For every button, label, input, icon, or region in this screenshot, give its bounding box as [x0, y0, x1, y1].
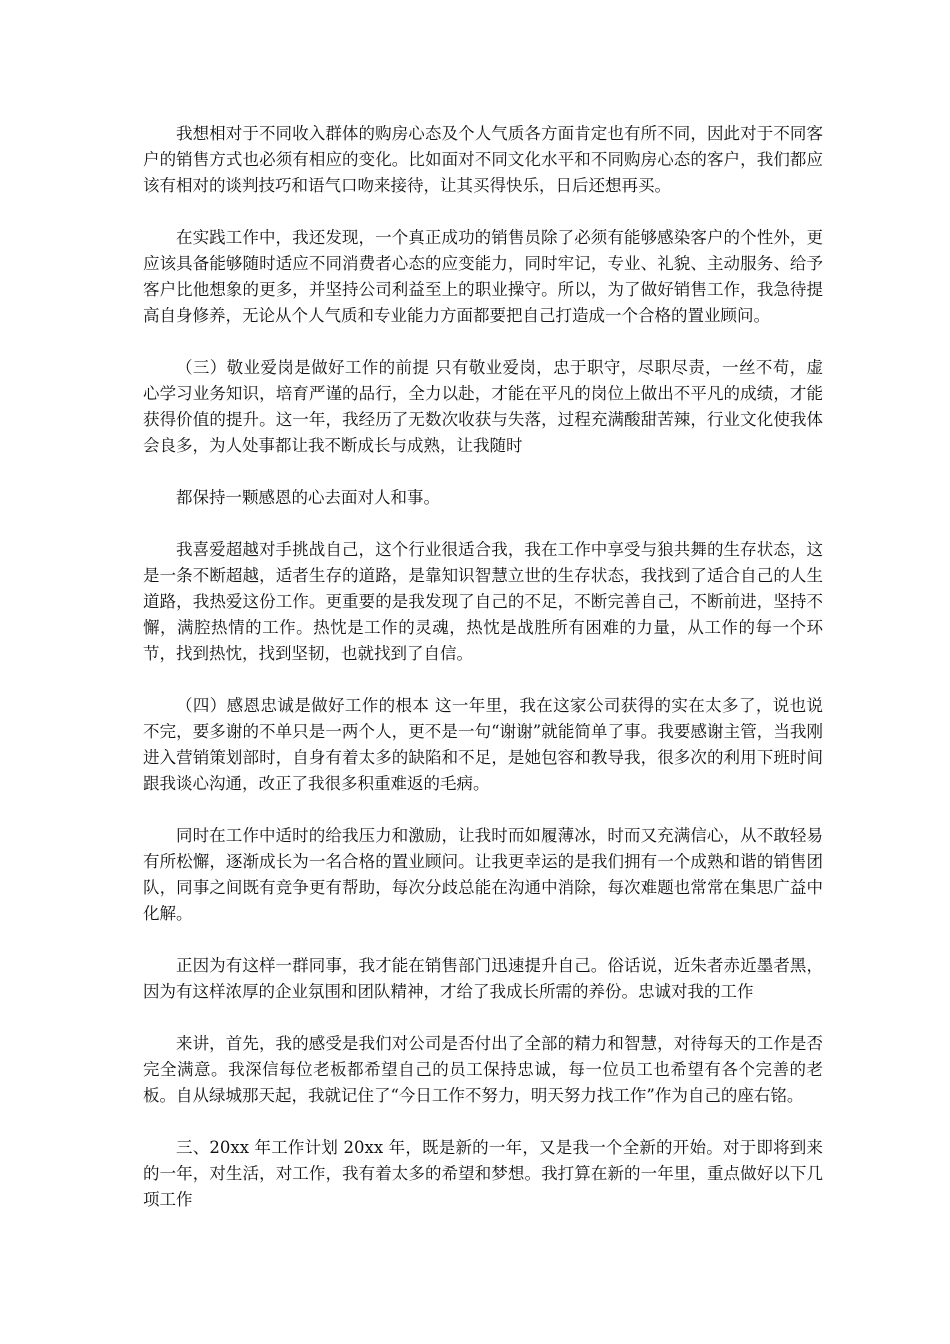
paragraph: 正因为有这样一群同事，我才能在销售部门迅速提升自己。俗话说，近朱者赤近墨者黑，因为有这样浓厚的企业氛围和团队精神，才给了我成长所需的养份。忠诚对我的工作	[143, 956, 823, 1001]
paragraph: 我喜爱超越对手挑战自己，这个行业很适合我，我在工作中享受与狼共舞的生存状态，这是一条不断超越，适者生存的道路，是靠知识智慧立世的生存状态，我找到了适合自己的人生道路，我热爱这份工作。更重要的是我发现了自己的不足，不断完善自己，不断前进，坚持不懈，满腔热情的工作。热忱是工作的灵魂，热忱是战胜所有困难的力量，从工作的每一个环节，找到热忱，找到坚韧，也就找到了自信。	[143, 540, 823, 663]
paragraph: 同时在工作中适时的给我压力和激励，让我时而如履薄冰，时而又充满信心，从不敢轻易有所松懈，逐渐成长为一名合格的置业顾问。让我更幸运的是我们拥有一个成熟和谐的销售团队，同事之间既有竞争更有帮助，每次分歧总能在沟通中消除，每次难题也常常在集思广益中化解。	[143, 826, 823, 923]
paragraph: （三）敬业爱岗是做好工作的前提 只有敬业爱岗，忠于职守，尽职尽责，一丝不苟，虚心学习业务知识，培育严谨的品行，全力以赴，才能在平凡的岗位上做出不平凡的成绩，才能获得价值的提升。这一年，我经历了无数次收获与失落，过程充满酸甜苦辣，行业文化使我体会良多，为人处事都让我不断成长与成熟，让我随时	[143, 358, 823, 455]
paragraph: （四）感恩忠诚是做好工作的根本 这一年里，我在这家公司获得的实在太多了，说也说不完，要多谢的不单只是一两个人，更不是一句“谢谢”就能简单了事。我要感谢主管，当我刚进入营销策划部时，自身有着太多的缺陷和不足，是她包容和教导我，很多次的利用下班时间跟我谈心沟通，改正了我很多积重难返的毛病。	[143, 696, 823, 793]
paragraph: 我想相对于不同收入群体的购房心态及个人气质各方面肯定也有所不同，因此对于不同客户的销售方式也必须有相应的变化。比如面对不同文化水平和不同购房心态的客户，我们都应该有相对的谈判技巧和语气口吻来接待，让其买得快乐，日后还想再买。	[143, 124, 823, 195]
paragraph: 三、20xx 年工作计划 20xx 年，既是新的一年，又是我一个全新的开始。对于即将到来的一年，对生活，对工作，我有着太多的希望和梦想。我打算在新的一年里，重点做好以下几项工作	[143, 1138, 823, 1209]
paragraph: 来讲，首先，我的感受是我们对公司是否付出了全部的精力和智慧，对待每天的工作是否完全满意。我深信每位老板都希望自己的员工保持忠诚，每一位员工也希望有各个完善的老板。自从绿城那天起，我就记住了“今日工作不努力，明天努力找工作”作为自己的座右铭。	[143, 1034, 823, 1105]
paragraph: 都保持一颗感恩的心去面对人和事。	[176, 488, 440, 507]
paragraph: 在实践工作中，我还发现，一个真正成功的销售员除了必须有能够感染客户的个性外，更应该具备能够随时适应不同消费者心态的应变能力，同时牢记，专业、礼貌、主动服务、给予客户比他想象的更多，并坚持公司利益至上的职业操守。所以，为了做好销售工作，我急待提高自身修养，无论从个人气质和专业能力方面都要把自己打造成一个合格的置业顾问。	[143, 228, 823, 325]
document-body	[143, 121, 823, 1239]
